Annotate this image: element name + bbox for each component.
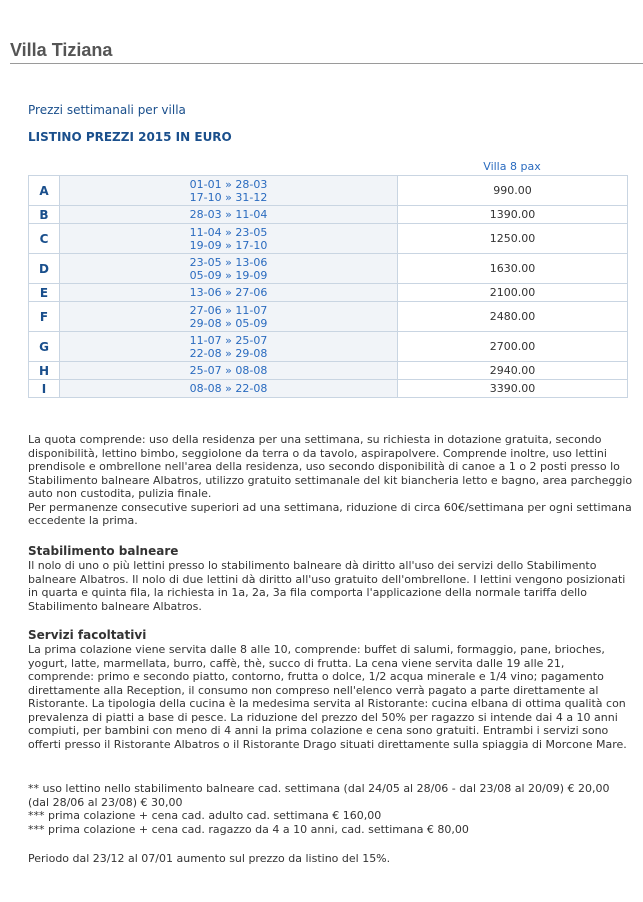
date-range: 22-08 » 29-08 [189, 346, 268, 360]
text-line: auto non custodita, pulizia finale. [28, 487, 212, 500]
row-price: 2480.00 [398, 302, 628, 332]
title-divider [10, 63, 643, 64]
row-dates [60, 332, 398, 362]
row-dates [60, 362, 398, 380]
notes-text [28, 782, 628, 836]
text-line: in quarta e quinta fila, la richiesta in 1a, 2a, 3a fila comporta l'applicazione della normale tariffa dello [28, 586, 587, 599]
row-dates [60, 284, 398, 302]
text-line: Stabilimento balneare Albatros, utilizzo gratuito settimanale del kit biancheria letto e bagno, area parcheggio [28, 473, 633, 487]
servizi-title: Servizi facoltativi [28, 628, 147, 642]
row-price: 2700.00 [398, 332, 628, 362]
text-line: La quota comprende: uso della residenza per una settimana, su richiesta in dotazione gratuita, secondo [28, 433, 602, 446]
text-line: Il nolo di uno o più lettini presso lo stabilimento balneare dà diritto all'uso dei servizi dello Stabilimento [28, 559, 597, 572]
date-range: 08-08 » 22-08 [189, 382, 268, 395]
text-line: (dal 28/06 al 23/08) € 30,00 [28, 795, 183, 809]
text-line: *** prima colazione + cena cad. adulto cad. settimana € 160,00 [28, 809, 382, 822]
text-line: compiuti, per bambini con meno di 4 anni la prima colazione e cena sono gratuiti. Entrambi i servizi sono [28, 724, 609, 737]
date-range: 17-10 » 31-12 [189, 190, 268, 204]
table-row [29, 224, 628, 254]
text-line: *** prima colazione + cena cad. ragazzo da 4 a 10 anni, cad. settimana € 80,00 [28, 822, 469, 836]
row-dates [60, 176, 398, 206]
date-range: 25-07 » 08-08 [189, 364, 268, 377]
stabilimento-text [28, 559, 628, 613]
date-range: 19-09 » 17-10 [189, 238, 268, 252]
text-line: La prima colazione viene servita dalle 8 alle 10, comprende: buffet di salumi, formaggio, pane, brioches, [28, 643, 605, 656]
price-table [28, 175, 628, 398]
text-line: Ristorante. La tipologia della cucina è la medesima servita al Ristorante: cucina elbana di ottima qualità con [28, 697, 626, 710]
table-row [29, 254, 628, 284]
text-line: disponibilità, lettino bimbo, seggiolone da terra o da tavolo, aspirapolvere. Comprende inoltre, uso lettini [28, 446, 607, 460]
text-line: direttamente alla Reception, il consumo non compreso nell'elenco verrà pagato a parte direttamente al [28, 683, 599, 697]
list-title: LISTINO PREZZI 2015 IN EURO [28, 130, 232, 144]
table-row [29, 362, 628, 380]
table-row [29, 302, 628, 332]
row-price: 990.00 [398, 176, 628, 206]
stabilimento-title: Stabilimento balneare [28, 544, 179, 558]
row-dates [60, 224, 398, 254]
text-line: balneare Albatros. Il nolo di due lettini dà diritto all'uso gratuito dell'ombrellone. I lettini vengono posizionati [28, 572, 626, 586]
row-price: 1390.00 [398, 206, 628, 224]
row-letter: A [29, 176, 60, 206]
text-line: prendisole e ombrellone nell'area della residenza, uso secondo disponibilità di canoe a 1 o 2 posti presso lo [28, 460, 620, 473]
table-row [29, 380, 628, 398]
text-line: offerti presso il Ristorante Albatros o il Ristorante Drago situati direttamente sulla spiaggia di Morcone Mare. [28, 737, 627, 751]
table-row [29, 176, 628, 206]
text-line: prevalenza di piatti a base di pesce. La riduzione del prezzo del 50% per ragazzo si intende dai 4 a 10 anni [28, 710, 618, 724]
text-line: Stabilimento balneare Albatros. [28, 599, 202, 613]
date-range: 13-06 » 27-06 [189, 286, 268, 299]
table-row [29, 332, 628, 362]
text-line: yogurt, latte, marmellata, burro, caffè, thè, succo di frutta. La cena viene servita dalle 19 alle 21, [28, 656, 565, 670]
date-range: 27-06 » 11-07 [189, 303, 268, 317]
row-letter: C [29, 224, 60, 254]
row-letter: I [29, 380, 60, 398]
row-price: 3390.00 [398, 380, 628, 398]
quota-text [28, 433, 633, 528]
row-dates [60, 254, 398, 284]
row-price: 2940.00 [398, 362, 628, 380]
date-range: 29-08 » 05-09 [189, 316, 268, 330]
row-letter: G [29, 332, 60, 362]
date-range: 23-05 » 13-06 [189, 255, 268, 269]
date-range: 05-09 » 19-09 [189, 268, 268, 282]
text-line: comprende: primo e secondo piatto, contorno, frutta o dolce, 1/2 acqua minerale e 1/4 vino; pagamento [28, 670, 604, 683]
servizi-text [28, 643, 628, 751]
text-line: eccedente la prima. [28, 514, 138, 527]
text-line: Per permanenze consecutive superiori ad una settimana, riduzione di circa 60€/settimana per ogni settimana [28, 500, 632, 514]
row-letter: D [29, 254, 60, 284]
row-dates [60, 206, 398, 224]
page-title: Villa Tiziana [10, 40, 113, 60]
date-range: 28-03 » 11-04 [189, 208, 268, 221]
row-price: 1630.00 [398, 254, 628, 284]
row-price: 2100.00 [398, 284, 628, 302]
row-letter: B [29, 206, 60, 224]
row-letter: H [29, 362, 60, 380]
row-letter: F [29, 302, 60, 332]
section-title: Prezzi settimanali per villa [28, 103, 186, 117]
column-header: Villa 8 pax [483, 160, 541, 173]
row-dates [60, 380, 398, 398]
table-row [29, 284, 628, 302]
period-note: Periodo dal 23/12 al 07/01 aumento sul prezzo da listino del 15%. [28, 852, 391, 865]
date-range: 01-01 » 28-03 [189, 177, 268, 191]
text-line: ** uso lettino nello stabilimento balneare cad. settimana (dal 24/05 al 28/06 - dal 23/08 al 20/09) € 20,00 [28, 782, 610, 795]
table-row [29, 206, 628, 224]
date-range: 11-07 » 25-07 [189, 333, 268, 347]
row-letter: E [29, 284, 60, 302]
row-dates [60, 302, 398, 332]
date-range: 11-04 » 23-05 [189, 225, 268, 239]
row-price: 1250.00 [398, 224, 628, 254]
